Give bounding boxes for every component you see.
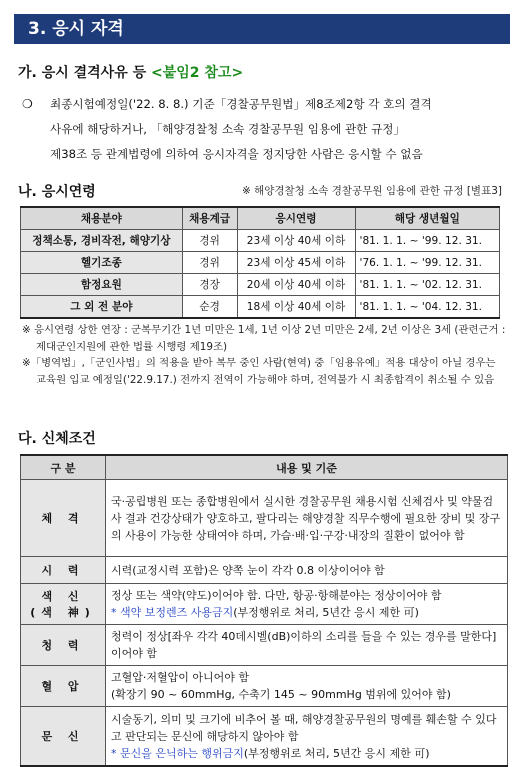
cell-age: 23세 이상 40세 이하 xyxy=(237,230,355,252)
heading-ga-title: 가. 응시 결격사유 등 xyxy=(18,65,152,81)
cell-field: 함정요원 xyxy=(21,274,183,296)
heading-na: 나. 응시연령 xyxy=(18,184,96,200)
age-table xyxy=(20,206,500,319)
note-military: ※「병역법」,「군인사법」의 적용을 받아 복무 중인 사람(현역) 중「임용유예」적용 대상이 아닐 경우는 교육원 입교 예정일('22.9.17.) 전까지 전역이 가능해야 하며, 전역불가 시 최종합격이 취소될 수 있음 xyxy=(22,357,496,386)
table-row xyxy=(21,557,508,584)
cell-field: 정책소통, 경비작전, 해양기상 xyxy=(21,230,183,252)
table-header-row xyxy=(21,207,500,230)
bullet-icon: ❍ xyxy=(22,97,33,111)
cell-criteria xyxy=(106,707,508,767)
col-category: 구 분 xyxy=(21,455,106,480)
criteria-warning xyxy=(111,604,502,621)
warning-detail: (부정행위로 처리, 5년간 응시 제한 可) xyxy=(243,746,430,760)
cell-category: 체 격 xyxy=(21,480,106,557)
col-birth: 해당 생년월일 xyxy=(355,207,499,230)
disq-line-1: 최종시험예정일('22. 8. 8.) 기준「경찰공무원법」제8조제2항 각 호의 결격 xyxy=(50,97,432,111)
table-row xyxy=(21,296,500,319)
section-banner: 3. 응시 자격 xyxy=(14,14,510,44)
table-row xyxy=(21,274,500,296)
table-row xyxy=(21,252,500,274)
cell-field: 헬기조종 xyxy=(21,252,183,274)
cell-birth: '76. 1. 1. ~ '99. 12. 31. xyxy=(355,252,499,274)
table-row xyxy=(21,480,508,557)
cell-category: 혈 압 xyxy=(21,666,106,707)
heading-ga-ref: <붙임2 참고> xyxy=(151,65,244,81)
col-criteria: 내용 및 기준 xyxy=(106,455,508,480)
col-rank: 채용계급 xyxy=(182,207,237,230)
col-age: 응시연령 xyxy=(237,207,355,230)
cell-criteria: 청력이 정상[좌우 각각 40데시벨(dB)이하의 소리를 들을 수 있는 경우를 말한다]이어야 함 xyxy=(106,625,508,666)
cell-rank: 경장 xyxy=(182,274,237,296)
cell-rank: 순경 xyxy=(182,296,237,319)
criteria-warning xyxy=(111,745,502,762)
cell-category: 시 력 xyxy=(21,557,106,584)
table-row xyxy=(21,707,508,767)
table-row xyxy=(21,625,508,666)
heading-da: 다. 신체조건 xyxy=(18,431,96,447)
cell-rank: 경위 xyxy=(182,252,237,274)
disqualification-text xyxy=(22,92,512,167)
table-row xyxy=(21,230,500,252)
category-sublabel: (색 神) xyxy=(30,606,96,619)
cell-category: 청 력 xyxy=(21,625,106,666)
warning-detail: (부정행위로 처리, 5년간 응시 제한 可) xyxy=(233,606,419,619)
cell-category xyxy=(21,584,106,625)
cell-criteria xyxy=(106,666,508,707)
disq-line-2: 사유에 해당하거나, 「해양경찰청 소속 경찰공무원 임용에 관한 규정」 xyxy=(50,122,406,136)
warning-emphasis: * 문신을 은닉하는 행위금지 xyxy=(111,746,244,760)
cell-age: 23세 이상 45세 이하 xyxy=(237,252,355,274)
table-row xyxy=(21,666,508,707)
cell-criteria xyxy=(106,584,508,625)
age-rule-note: ※ 해양경찰청 소속 경찰공무원 임용에 관한 규정 [별표3] xyxy=(241,185,502,197)
cell-age: 18세 이상 40세 이하 xyxy=(237,296,355,319)
criteria-line: 고혈압·저혈압이 아니어야 함 xyxy=(111,671,250,684)
warning-emphasis: * 색약 보정렌즈 사용금지 xyxy=(111,606,234,619)
age-notes xyxy=(22,322,508,388)
cell-age: 20세 이상 40세 이하 xyxy=(237,274,355,296)
cell-birth: '81. 1. 1. ~ '04. 12. 31. xyxy=(355,296,499,319)
heading-ga xyxy=(18,62,243,82)
category-label: 색 신 xyxy=(41,590,85,603)
cell-rank: 경위 xyxy=(182,230,237,252)
table-header-row xyxy=(21,455,508,480)
table-row xyxy=(21,584,508,625)
criteria-line: (확장기 90 ~ 60mmHg, 수축기 145 ~ 90mmHg 범위에 있어야 함) xyxy=(111,688,451,701)
cell-field: 그 외 전 분야 xyxy=(21,296,183,319)
physical-table xyxy=(20,454,508,767)
cell-category: 문 신 xyxy=(21,707,106,767)
cell-criteria: 시력(교정시력 포함)은 양쪽 눈이 각각 0.8 이상이어야 함 xyxy=(106,557,508,584)
cell-criteria: 국·공립병원 또는 종합병원에서 실시한 경찰공무원 채용시험 신체검사 및 약물검사 결과 건강상태가 양호하고, 팔다리는 해양경찰 직무수행에 필요한 장비 및 장구의 사용이 가능한 상태여야 하며, 가슴·배·입·구강·내장의 질환이 없어야 함 xyxy=(106,480,508,557)
col-field: 채용분야 xyxy=(21,207,183,230)
cell-birth: '81. 1. 1. ~ '99. 12. 31. xyxy=(355,230,499,252)
criteria-line: 정상 또는 색약(약도)이어야 함. 다만, 항공·항해분야는 정상이어야 함 xyxy=(111,589,442,602)
disq-line-3: 제38조 등 관계법령에 의하여 응시자격을 정지당한 사람은 응시할 수 없음 xyxy=(50,147,423,161)
note-age-extension: ※ 응시연령 상한 연장 : 군복무기간 1년 미만은 1세, 1년 이상 2년 미만은 2세, 2년 이상은 3세 (관련근거 : 제대군인지원에 관한 법률 시행령 제19조) xyxy=(22,324,506,353)
cell-birth: '81. 1. 1. ~ '02. 12. 31. xyxy=(355,274,499,296)
criteria-line: 시술동기, 의미 및 크기에 비추어 볼 때, 해양경찰공무원의 명예를 훼손할 수 있다고 판단되는 문신에 해당하지 않아야 함 xyxy=(111,712,497,743)
